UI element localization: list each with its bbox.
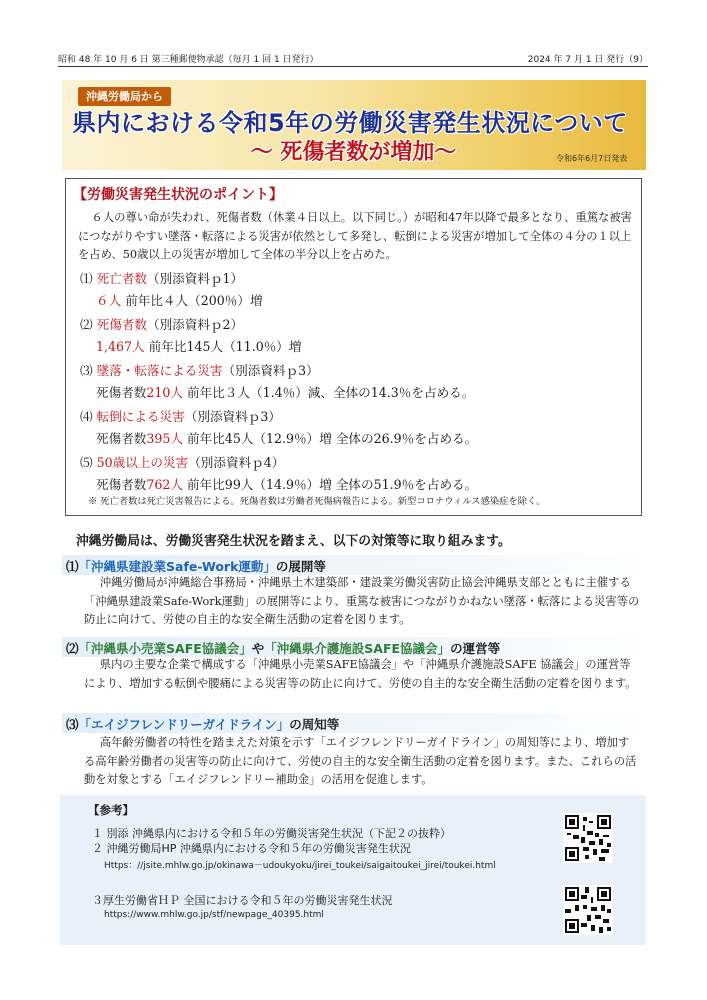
section-suffix: の展開等 xyxy=(275,559,326,574)
section-conjunction: や xyxy=(251,641,265,656)
section-1-body: 沖縄労働局が沖縄総合事務局・沖縄県土木建築部・建設業労働災害防止協会沖縄県支部とともに主催する「沖縄県建設業Safe-Work運動」の展開等により、重篤な被害につながりかねない墜落・転落による災害等の防止に向けて、労使の自主的な安全衛生活動の定着を図ります。 xyxy=(84,576,640,626)
section-number: ⑵ xyxy=(66,641,79,656)
qr-code-icon[interactable] xyxy=(563,813,613,863)
measures-lead: 沖縄労働局は、労働災害発生状況を踏まえ、以下の対策等に取り組みます。 xyxy=(76,534,511,549)
point-reference: （別添資料ｐ3） xyxy=(184,409,281,424)
reference-url-2[interactable]: Https：//jsite.mhlw.go.jp/okinawa－udoukyoku/jirei_toukei/saigaitoukei_jirei/toukei.html xyxy=(104,861,496,871)
point-label: 転倒による災害 xyxy=(96,409,185,424)
point-item-2-detail xyxy=(96,336,302,355)
reference-heading: 【参考】 xyxy=(88,803,134,817)
point-reference: （別添資料ｐ3） xyxy=(222,363,319,378)
point-number: ⑶ xyxy=(80,363,93,378)
point-item-3-detail xyxy=(96,382,474,401)
point-item-5-detail xyxy=(96,474,477,493)
section-3-title xyxy=(66,715,339,733)
page-subtitle: ～ 死傷者数が増加～ xyxy=(250,140,457,165)
point-label: 墜落・転落による災害 xyxy=(96,363,223,378)
section-suffix: の周知等 xyxy=(289,717,340,732)
section-2-body: 県内の主要な企業で構成する「沖縄県小売業SAFE協議会」や「沖縄県介護施設SAFE 協議会」の運営等により、増加する転倒や腰痛による災害等の防止に向けて、労使の自主的な安全衛生活動の定着を図ります。 xyxy=(84,658,637,690)
point-prefix: 死傷者数 xyxy=(96,477,147,492)
announcement-date: 令和6年6月7日発表 xyxy=(556,154,628,163)
point-value: 762人 xyxy=(146,477,184,492)
section-3-body: 高年齢労働者の特性を踏まえた対策を示す「エイジフレンドリーガイドライン」の周知等により、増加する高年齢労働者の災害等の防止に向けて、労使の自主的な安全衛生活動の定着を図ります。また、これらの活動を対象とする「エイジフレンドリー補助金」の活用を促進します。 xyxy=(84,736,637,786)
point-label: 死傷者数 xyxy=(96,317,147,332)
page-title: 県内における令和5年の労働災害発生状況について xyxy=(72,109,628,137)
point-reference: （別添資料ｐ1） xyxy=(146,271,244,286)
point-prefix: 死傷者数 xyxy=(96,431,147,446)
point-item-2-header xyxy=(80,314,243,333)
point-value: ６人 xyxy=(96,293,122,308)
reference-item-3: ３厚生労働省ＨＰ 全国における令和５年の労働災害発生状況 xyxy=(92,894,393,907)
issue-info: 昭和 48 年 10 月 6 日 第三種郵便物承認（毎月 1 回 1 日発行） xyxy=(58,55,319,65)
point-item-4-detail xyxy=(96,428,477,447)
reference-item-2: ２ 沖縄労働局HP 沖縄県内における令和５年の労働災害発生状況 xyxy=(92,842,411,855)
points-note: ※ 死亡者数は死亡災害報告による。死傷者数は労働者死傷病報告による。新型コロナウィルス感染症を除く。 xyxy=(88,496,546,507)
section-suffix: の運営等 xyxy=(450,641,501,656)
point-reference: （別添資料ｐ4） xyxy=(188,455,285,470)
reference-url-3[interactable]: https://www.mhlw.go.jp/stf/newpage_40395.html xyxy=(104,910,324,920)
office-tag: 沖縄労働局から xyxy=(78,87,171,106)
publication-date: 2024 年 7 月 1 日 発行（9） xyxy=(527,55,648,65)
points-heading: 【労働災害発生状況のポイント】 xyxy=(73,187,283,203)
point-number: ⑸ xyxy=(80,455,93,470)
section-council-name-2: 「沖縄県介護施設SAFE協議会」 xyxy=(264,641,451,656)
point-item-4-header xyxy=(80,406,281,425)
point-item-5-header xyxy=(80,452,284,471)
header-divider xyxy=(58,66,648,67)
point-value: 210人 xyxy=(146,385,184,400)
section-number: ⑴ xyxy=(66,559,79,574)
point-number: ⑴ xyxy=(80,271,93,286)
point-label: 死亡者数 xyxy=(96,271,147,286)
point-value: 1,467人 xyxy=(96,339,145,354)
points-intro: ６人の尊い命が失われ、死傷者数（休業４日以上。以下同じ。）が昭和47年以降で最多となり、重篤な被害につながりやすい墜落・転落による災害が依然として多発し、転倒による災害が増加して全体の４分の１以上を占め、50歳以上の災害が増加して全体の半分以上を占めた。 xyxy=(78,211,632,261)
section-campaign-name: 「沖縄県建設業Safe-Work運動」 xyxy=(78,559,276,574)
point-text: 前年比４人（200％）増 xyxy=(121,293,263,308)
point-text: 前年比３人（1.4％）減、全体の14.3％を占める。 xyxy=(183,385,475,400)
point-reference: （別添資料ｐ2） xyxy=(146,317,244,332)
point-text: 前年比145人（11.0％）増 xyxy=(144,339,302,354)
section-2-title xyxy=(66,639,500,657)
point-text: 前年比99人（14.9％）増 全体の51.9％を占める。 xyxy=(183,477,478,492)
point-value: 395人 xyxy=(146,431,184,446)
section-number: ⑶ xyxy=(66,717,79,732)
point-item-3-header xyxy=(80,360,319,379)
qr-code-icon[interactable] xyxy=(563,885,613,935)
reference-item-1: １ 別添 沖縄県内における令和５年の労働災害発生状況（下記２の抜粋） xyxy=(92,827,451,840)
point-item-1-header xyxy=(80,268,243,287)
section-guideline-name: 「エイジフレンドリーガイドライン」 xyxy=(78,717,290,732)
section-1-title xyxy=(66,557,326,575)
point-prefix: 死傷者数 xyxy=(96,385,147,400)
point-text: 前年比45人（12.9％）増 全体の26.9％を占める。 xyxy=(183,431,478,446)
point-number: ⑷ xyxy=(80,409,93,424)
section-council-name: 「沖縄県小売業SAFE協議会」 xyxy=(78,641,252,656)
point-number: ⑵ xyxy=(80,317,93,332)
point-item-1-detail xyxy=(96,290,263,309)
point-label: 50歳以上の災害 xyxy=(96,455,189,470)
